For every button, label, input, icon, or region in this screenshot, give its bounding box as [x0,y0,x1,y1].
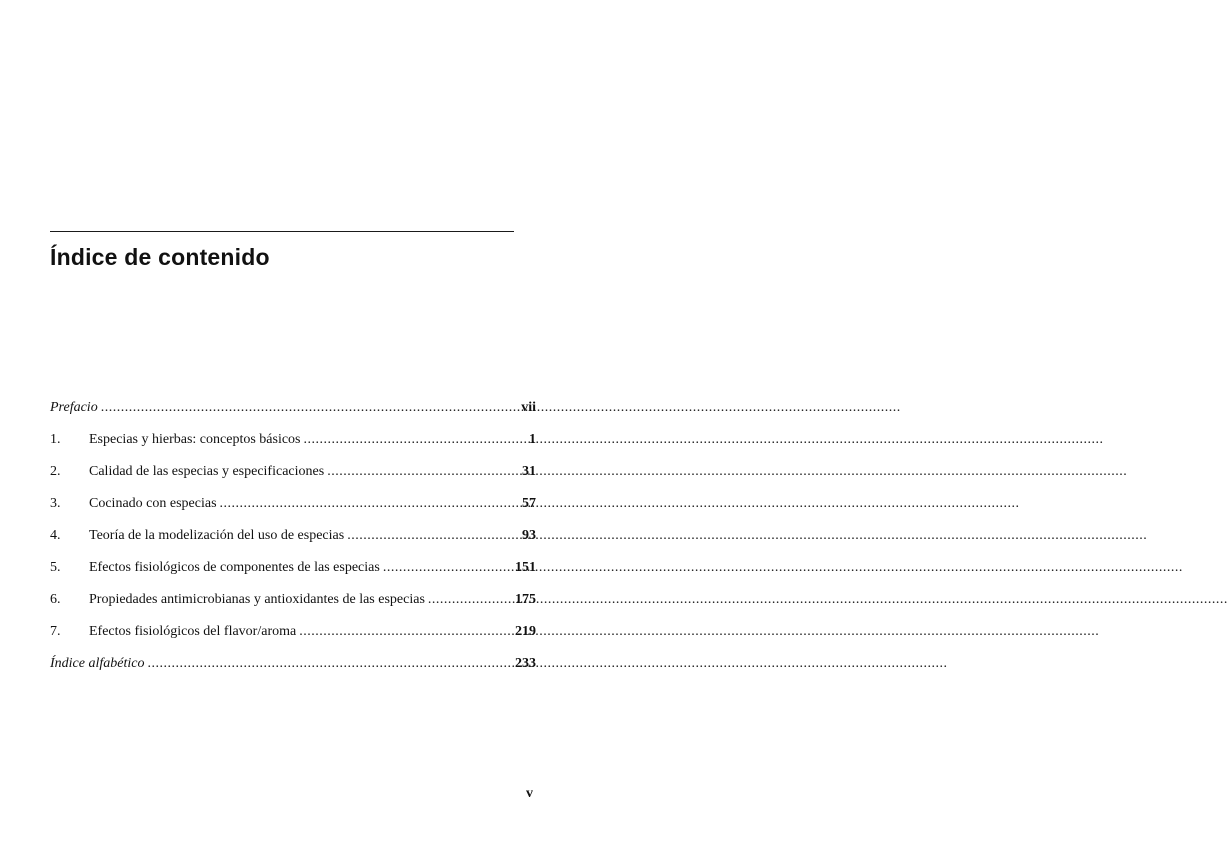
dot-leader [428,589,496,611]
dot-leader [147,653,496,675]
toc-entry-title: Efectos fisiológicos del flavor/aroma [89,624,297,639]
toc-entry-title: Prefacio [50,400,98,415]
toc-entry-title: Efectos fisiológicos de componentes de las especias [89,560,380,575]
toc-entry [50,557,536,583]
toc-entry [50,525,536,551]
page-title: Índice de contenido [50,244,270,270]
dot-leader [299,621,496,643]
toc-entry [50,589,536,615]
toc-entry [50,493,536,519]
toc-entry-number: 3. [50,496,61,511]
toc-entry-page: 93 [522,528,536,543]
dot-leader [327,461,496,483]
toc-entry-page: 233 [515,656,536,671]
dot-leader [304,429,497,451]
toc-entry-title: Propiedades antimicrobianas y antioxidantes de las especias [89,592,425,607]
toc-entry-page: 151 [515,560,536,575]
toc-entry-page: vii [521,400,536,415]
dot-leader [383,557,496,579]
toc-entry [50,397,536,423]
toc-entry-page: 31 [522,464,536,479]
toc-entry-title: Calidad de las especias y especificaciones [89,464,325,479]
toc-entry-number: 7. [50,624,61,639]
toc-entry [50,653,536,679]
toc-entry-number: 4. [50,528,61,543]
toc-entry-number: 6. [50,592,61,607]
heading-rule [50,231,514,232]
toc-entry-title: Teoría de la modelización del uso de especias [89,528,345,543]
toc-entry-title: Cocinado con especias [89,496,217,511]
toc-entry-number: 1. [50,432,61,447]
toc-entry-number: 2. [50,464,61,479]
toc-entry-title: Índice alfabético [50,656,145,671]
table-of-contents [50,397,536,685]
toc-entry-page: 57 [522,496,536,511]
dot-leader [347,525,496,547]
toc-entry-page: 175 [515,592,536,607]
toc-entry [50,429,536,455]
toc-entry-page: 1 [529,432,536,447]
toc-entry-page: 219 [515,624,536,639]
toc-entry [50,461,536,487]
toc-entry-number: 5. [50,560,61,575]
dot-leader [101,397,496,419]
page-folio: v [526,786,533,801]
toc-entry [50,621,536,647]
dot-leader [220,493,496,515]
toc-entry-title: Especias y hierbas: conceptos básicos [89,432,301,447]
